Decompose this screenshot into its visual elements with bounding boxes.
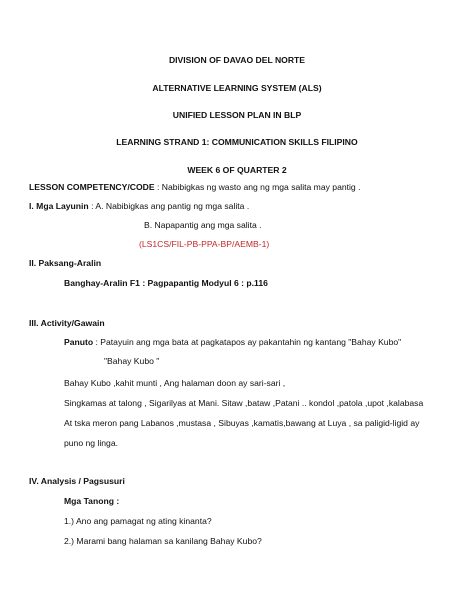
lyrics-line: Bahay Kubo ,kahit munti , Ang halaman doon ay sari-sari ,	[64, 378, 286, 388]
activity-heading: III. Activity/Gawain	[29, 318, 105, 328]
lyrics-line: puno ng linga.	[64, 438, 118, 448]
song-title: "Bahay Kubo "	[104, 356, 160, 366]
objective-b: B. Napapantig ang mga salita .	[144, 220, 262, 230]
division-title: DIVISION OF DAVAO DEL NORTE	[168, 55, 306, 65]
subject-matter-reference: Banghay-Aralin F1 : Pagpapantig Modyul 6 : p.116	[64, 278, 268, 288]
questions-label: Mga Tanong :	[64, 496, 120, 506]
subject-matter-heading: II. Paksang-Aralin	[29, 258, 102, 268]
week-title: WEEK 6 OF QUARTER 2	[187, 165, 287, 175]
als-title: ALTERNATIVE LEARNING SYSTEM (ALS)	[152, 83, 322, 93]
objective-a: : A. Nabibigkas ang pantig ng mga salita .	[88, 201, 250, 211]
learning-strand-title: LEARNING STRAND 1: COMMUNICATION SKILLS FILIPINO	[116, 137, 358, 147]
competency-code: (LS1CS/FIL-PB-PPA-BP/AEMB-1)	[139, 239, 270, 249]
panuto-label: Panuto	[64, 337, 94, 347]
competency-line	[29, 182, 360, 193]
competency-text: : Nabibigkas ng wasto ang ng mga salita may pantig .	[154, 182, 361, 192]
objectives-line	[29, 201, 249, 212]
question-item: 2.) Marami bang halaman sa kanilang Bahay Kubo?	[64, 536, 262, 546]
panuto-line	[64, 337, 401, 348]
analysis-heading: IV. Analysis / Pagsusuri	[29, 476, 125, 486]
lesson-plan-title: UNIFIED LESSON PLAN IN BLP	[172, 110, 302, 120]
objectives-label: I. Mga Layunin	[29, 201, 89, 211]
question-item: 1.) Ano ang pamagat ng ating kinanta?	[64, 516, 212, 526]
lyrics-line: At tska meron pang Labanos ,mustasa , Sibuyas ,kamatis,bawang at Luya , sa paligid-ligid ay	[64, 418, 420, 428]
competency-label: LESSON COMPETENCY/CODE	[29, 182, 155, 192]
lyrics-line: Singkamas at talong , Sigarilyas at Mani. Sitaw ,bataw ,Patani .. kondol ,patola ,upot ,kalabasa	[64, 398, 424, 408]
panuto-text: : Patayuin ang mga bata at pagkatapos ay pakantahin ng kantang "Bahay Kubo"	[93, 337, 402, 347]
